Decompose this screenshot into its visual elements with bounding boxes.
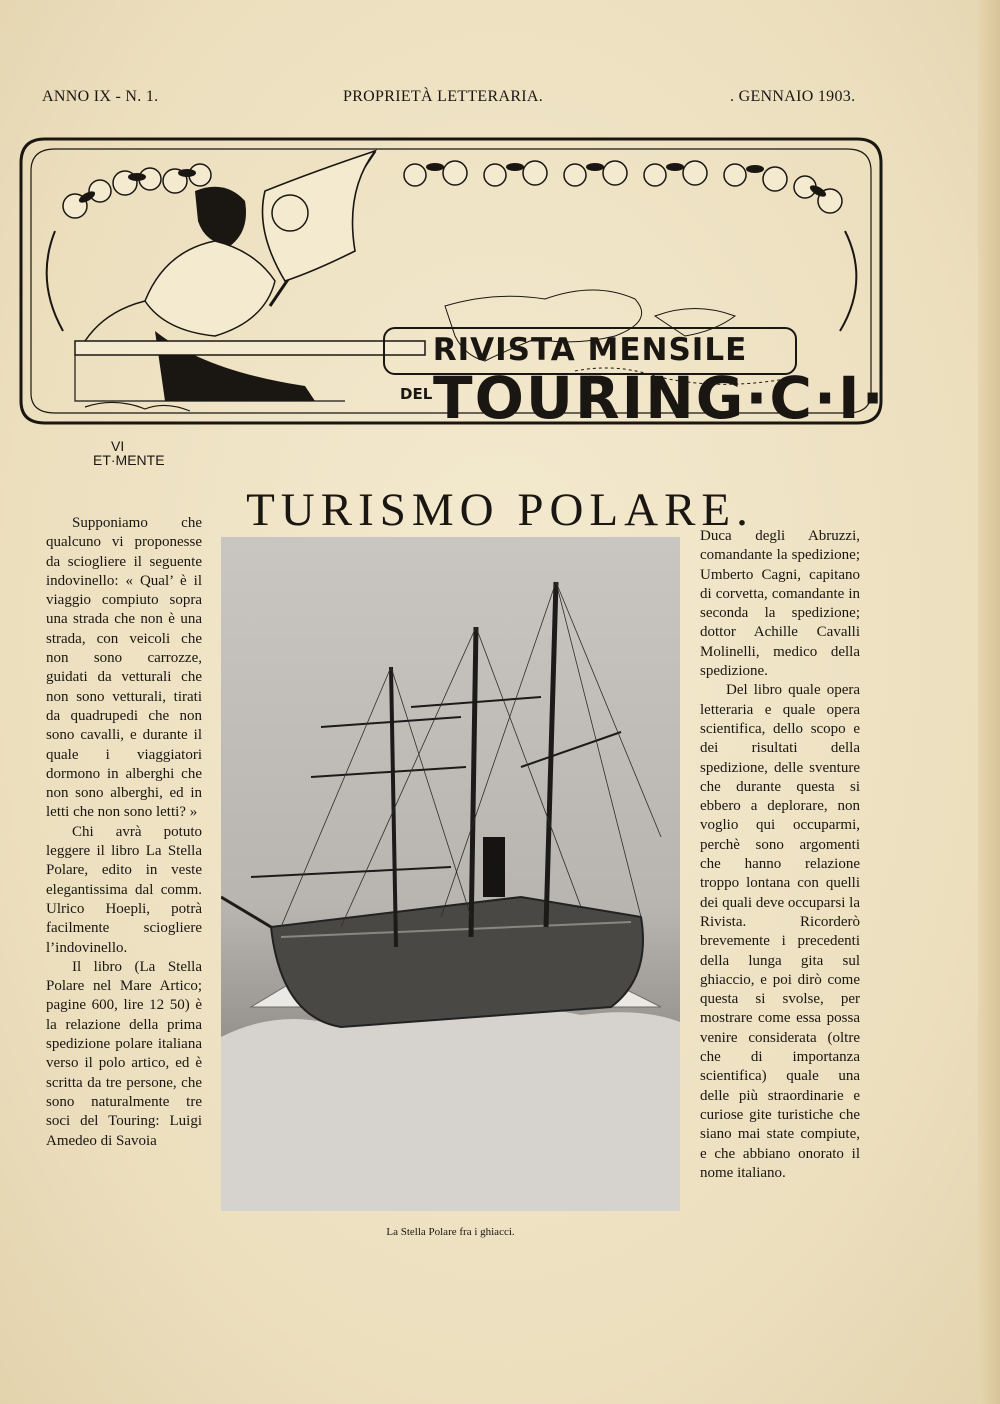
paragraph: Supponiamo che qualcuno vi proponesse da sciogliere il seguente indovinello: « Qual’ è il viaggio compiuto sopra una strada che non è una strada, con veicoli che non sono carrozze, guidati da vetturali che non sono vetturali, tirati da quadrupedi che non sono cavalli, e durante il quale i viaggiatori dormono in alberghi che non sono alberghi, ed in letti che non sono letti? »	[46, 515, 202, 821]
left-column	[46, 514, 202, 1151]
paragraph: Del libro quale opera letteraria e quale opera scientifica, dello scopo e dei risultati della spedizione, delle sventure che durante questa si ebbero a deplorare, non voglio qui occuparmi, perchè sono argomenti che hanno relazione troppo lontana con quelli dei quali deve occuparsi la Rivista. Ricorderò brevemente i precedenti della lunga gita sul ghiaccio, e poi dirò come questa si svolse, per mostrare come essa possa venire considerata (oltre che di importanza scientifica) quale una delle più straordinarie e curiose gite turistiche che siano mai state compiute, e che abbiano onorato il nome italiano.	[700, 682, 860, 1181]
ship-illustration	[221, 537, 680, 1211]
figure-caption: La Stella Polare fra i ghiacci.	[386, 1226, 515, 1238]
page-edge	[978, 0, 1000, 1404]
paragraph: Il libro (La Stella Polare nel Mare Artico; pagine 600, lire 12 50) è la relazione della prima spedizione polare italiana verso il polo artico, ed è scritta da tre persone, che sono naturalmente tre soci del Touring: Luigi Amedeo di Savoia	[46, 958, 202, 1149]
motto-line-2: ET·MENTE	[93, 452, 165, 468]
masthead-subtitle: RIVISTA MENSILE	[383, 327, 797, 375]
ship-icon	[221, 537, 680, 1211]
motto-line-1: VI	[111, 438, 125, 454]
masthead-title: TOURING·C·I·	[433, 364, 886, 432]
paragraph: Chi avrà potuto leggere il libro La Stella Polare, edito in veste elegantissima dal comm. Ulrico Hoepli, potrà facilmente sciogliere l’indovinello.	[46, 823, 202, 956]
masthead-motto	[93, 439, 183, 467]
paragraph: Duca degli Abruzzi, comandante la spedizione; Umberto Cagni, capitano di corvetta, comandante in seconda la spedizione; dottor Achille Cavalli Molinelli, medico della spedizione.	[700, 528, 860, 680]
header-issue: ANNO IX - N. 1.	[42, 88, 159, 105]
header-date: . GENNAIO 1903.	[730, 88, 856, 105]
header-copyright: PROPRIETÀ LETTERARIA.	[343, 88, 544, 105]
masthead-del: DEL	[400, 385, 433, 403]
article-title: TURISMO POLARE.	[246, 484, 754, 537]
right-column	[700, 527, 860, 1183]
masthead	[15, 131, 887, 468]
